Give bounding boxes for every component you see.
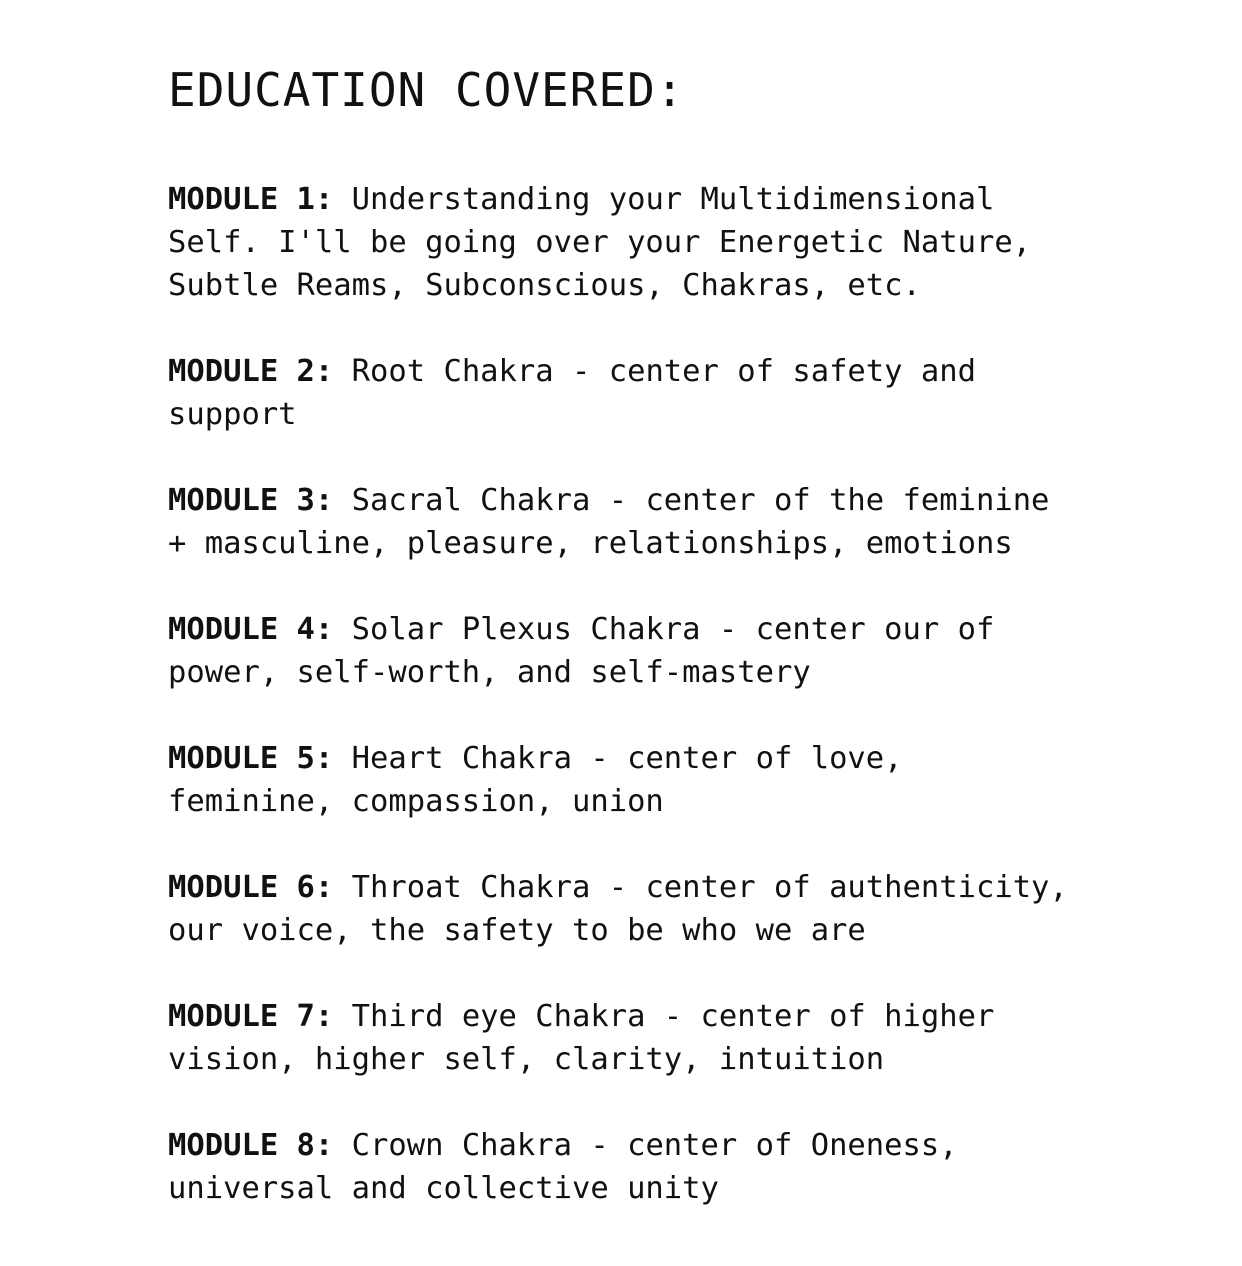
module-label: MODULE 4: [168, 612, 334, 647]
module-5 [168, 737, 1168, 823]
module-description-line: Crown Chakra - center of Oneness, [351, 1128, 958, 1163]
module-2 [168, 350, 1168, 436]
module-description-line: Throat Chakra - center of authenticity, [351, 870, 1068, 905]
module-description-line: + masculine, pleasure, relationships, emotions [168, 526, 1013, 561]
module-description-line: Sacral Chakra - center of the feminine [351, 483, 1050, 518]
module-description-line: Heart Chakra - center of love, [351, 741, 903, 776]
module-label: MODULE 1: [168, 182, 334, 217]
module-label: MODULE 7: [168, 999, 334, 1034]
module-description-line: feminine, compassion, union [168, 784, 664, 819]
module-label: MODULE 6: [168, 870, 334, 905]
module-description-line: Root Chakra - center of safety and [351, 354, 976, 389]
module-6 [168, 866, 1168, 952]
module-description-line: Understanding your Multidimensional [351, 182, 995, 217]
module-description-line: our voice, the safety to be who we are [168, 913, 866, 948]
module-description-line: Subtle Reams, Subconscious, Chakras, etc. [168, 268, 921, 303]
module-description-line: Self. I'll be going over your Energetic Nature, [168, 225, 1032, 260]
page-title: EDUCATION COVERED: [168, 63, 685, 117]
module-label: MODULE 3: [168, 483, 334, 518]
module-4 [168, 608, 1168, 694]
module-description-line: vision, higher self, clarity, intuition [168, 1042, 885, 1077]
module-description-line: Solar Plexus Chakra - center our of [351, 612, 995, 647]
module-description-line: universal and collective unity [168, 1171, 719, 1206]
module-description-line: support [168, 397, 297, 432]
module-description-line: Third eye Chakra - center of higher [351, 999, 995, 1034]
module-label: MODULE 8: [168, 1128, 334, 1163]
document-page [168, 64, 1168, 1253]
module-1 [168, 178, 1168, 307]
module-7 [168, 995, 1168, 1081]
module-label: MODULE 2: [168, 354, 334, 389]
module-label: MODULE 5: [168, 741, 334, 776]
module-description-line: power, self-worth, and self-mastery [168, 655, 811, 690]
module-8 [168, 1124, 1168, 1210]
module-3 [168, 479, 1168, 565]
